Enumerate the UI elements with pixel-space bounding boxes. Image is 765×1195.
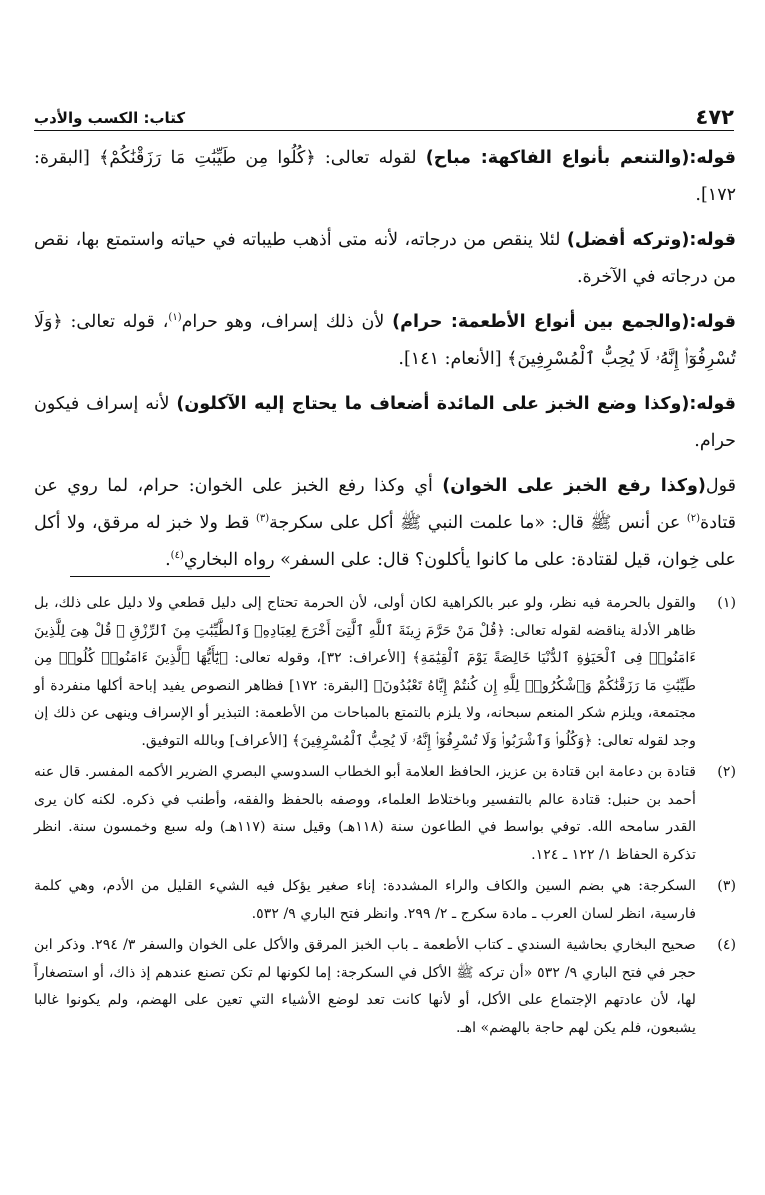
main-text	[34, 140, 736, 587]
paragraph	[34, 140, 736, 214]
paragraph-lead: قوله:	[689, 394, 736, 414]
footnote-ref: (٢)	[686, 513, 701, 525]
footnote-number: (٣)	[717, 878, 736, 894]
quoted-text: (وكذا وضع الخبز على المائدة أضعاف ما يحتاج إليه الآكلون)	[176, 394, 690, 414]
footnote-ref: (٤)	[170, 550, 184, 562]
paragraph	[34, 386, 736, 460]
commentary-text: لأنه إسراف فيكون حرام.	[34, 394, 736, 451]
footnote-text: والقول بالحرمة فيه نظر، ولو عبر بالكراهية لكان أولى، لأن الحرمة تحتاج إلى دليل قطعي ولا دليل على ذلك، بل ظاهر الأدلة يناقضه لقوله تعالى: ﴿قُلْ مَنْ حَرَّمَ زِينَةَ ٱللَّهِ ٱلَّتِىٓ أَخْرَجَ لِعِبَادِهِۦ وَٱلطَّيِّبَٰتِ مِنَ ٱلرِّزْقِ ۚ قُلْ هِىَ لِلَّذِينَ ءَامَنُوا۟ فِى ٱلْحَيَوٰةِ ٱلدُّنْيَا خَالِصَةً يَوْمَ ٱلْقِيَٰمَةِ﴾ [الأعراف: ٣٢]، وقوله تعالى: ﴿يَٰٓأَيُّهَا ٱلَّذِينَ ءَامَنُوا۟ كُلُوا۟ مِن طَيِّبَٰتِ مَا رَزَقْنَٰكُمْ وَٱشْكُرُوا۟ لِلَّهِ إِن كُنتُمْ إِيَّاهُ تَعْبُدُونَ﴾ [البقرة: ١٧٢] فظاهر النصوص يفيد إباحة أكلها منفردة أو مجتمعة، ويلزم شكر المنعم سبحانه، ولا يلزم بالتمتع بالمباحات من الأطعمة: التبذير أو الإسراف وينهى عن ذلك إن وجد لقوله تعالى: ﴿وَكُلُوا۟ وَٱشْرَبُوا۟ وَلَا تُسْرِفُوٓا۟ إِنَّهُۥ لَا يُحِبُّ ٱلْمُسْرِفِينَ﴾ [الأعراف] وبالله التوفيق.	[34, 595, 696, 749]
footnote	[34, 759, 736, 869]
footnote-separator	[70, 576, 270, 577]
page-number: ٤٧٢	[695, 105, 734, 129]
footnote-text: قتادة بن دعامة ابن قتادة بن عزيز، الحافظ العلامة أبو الخطاب السدوسي البصري الضرير الأكمه المفسر. قال عنه أحمد بن حنبل: قتادة عالم بالتفسير وباختلاط العلماء، ووصفه بالحفظ والفقه، وأطنب في ذكره. لكنه كان يرى القدر سامحه الله. توفي بواسط في الطاعون سنة (١١٨هـ) وقيل سنة (١١٧هـ) وله سبع وخمسون سنة. انظر تذكرة الحفاظ ١/ ١٢٢ ـ ١٢٤.	[34, 764, 697, 863]
commentary-text: ، قوله تعالى: ﴿وَلَا تُسْرِفُوٓا۟ إِنَّهُۥ لَا يُحِبُّ ٱلْمُسْرِفِينَ﴾ [الأنعام: ١٤١].	[34, 312, 736, 369]
paragraph-lead: قوله:	[689, 148, 736, 168]
commentary-text: لأن ذلك إسراف، وهو حرام	[181, 312, 393, 332]
commentary-text: عن أنس ﷺ قال: «ما علمت النبي ﷺ أكل على سكرجة	[269, 513, 687, 533]
footnote-text: صحيح البخاري بحاشية السندي ـ كتاب الأطعمة ـ باب الخبز المرقق والأكل على الخوان والسفر ٣/ ٢٩٤. وذكر ابن حجر في فتح الباري ٩/ ٥٣٢ «أن تركه ﷺ الأكل في السكرجة: إما لكونها لم تكن تصنع عندهم إذ ذاك، أو استصغاراً لها، لأن عادتهم الإجتماع على الأكل، أو لأنها كانت تعد لوضع الأشياء التي تعين على الهضم، ولم يكونوا غالبا يشبعون، فلم يكن لهم حاجة بالهضم» اهـ.	[34, 937, 697, 1036]
footnote	[34, 932, 736, 1042]
paragraph	[34, 304, 736, 378]
footnote-text: السكرجة: هي بضم السين والكاف والراء المشددة: إناء صغير يؤكل فيه الشيء القليل من الأدم، وهي كلمة فارسية، انظر لسان العرب ـ مادة سكرج ـ ٢/ ٢٩٩. وانظر فتح الباري ٩/ ٥٣٢.	[34, 878, 696, 922]
footnote-ref: (١)	[168, 312, 182, 324]
footnote	[34, 873, 736, 928]
commentary-text: لقوله تعالى: ﴿كُلُوا مِن طَيِّبَٰتِ مَا رَزَقْنَٰكُمْ﴾ [البقرة: ١٧٢].	[34, 148, 736, 205]
commentary-text: قط ولا خبز له مرقق، ولا أكل على خِوان، قيل لقتادة: على ما كانوا يأكلون؟ قال: على السفر» رواه البخاري	[34, 513, 736, 570]
commentary-text: أي وكذا رفع الخبز على الخوان: حرام، لما روي عن قتادة	[34, 476, 736, 533]
running-title: كتاب: الكسب والأدب	[34, 109, 186, 127]
quoted-text: (وكذا رفع الخبز على الخوان)	[442, 476, 706, 496]
quoted-text: (والجمع بين أنواع الأطعمة: حرام)	[392, 312, 690, 332]
footnotes	[34, 590, 736, 1046]
footnote-ref: (٣)	[255, 513, 270, 525]
quoted-text: (وتركه أفضل)	[566, 230, 690, 250]
commentary-text: لئلا ينقص من درجاته، لأنه متى أذهب طيباته في حياته واستمتع بها، نقص من درجاته في الآخرة.	[34, 230, 736, 287]
footnote	[34, 590, 736, 755]
commentary-text: قول	[705, 476, 736, 496]
paragraph-lead: قوله:	[689, 230, 736, 250]
commentary-text: .	[165, 550, 171, 570]
page-header	[34, 104, 734, 131]
paragraph-lead: قوله:	[689, 312, 736, 332]
footnote-number: (٢)	[717, 764, 736, 780]
paragraph	[34, 468, 736, 579]
footnote-number: (١)	[717, 595, 736, 611]
quoted-text: (والتنعم بأنواع الفاكهة: مباح)	[425, 148, 690, 168]
paragraph	[34, 222, 736, 296]
footnote-number: (٤)	[717, 937, 736, 953]
